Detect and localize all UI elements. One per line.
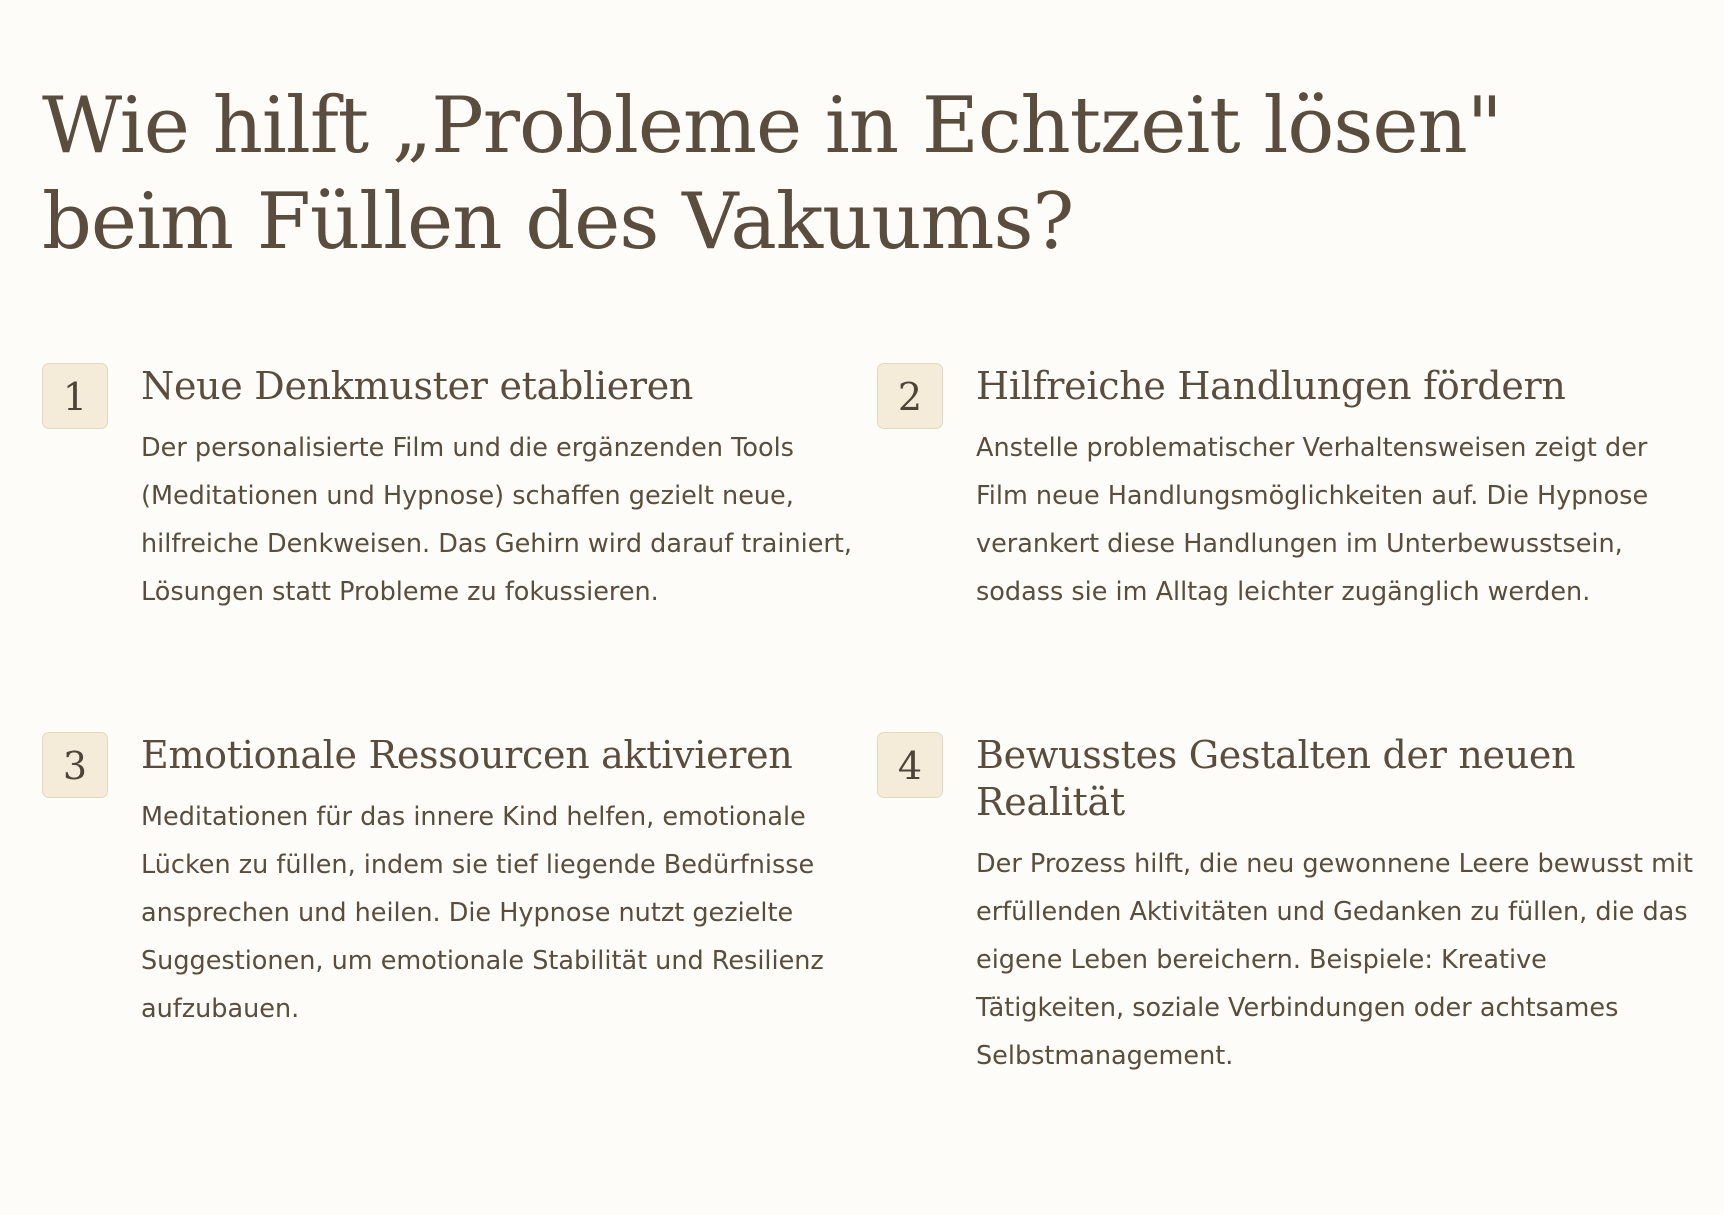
benefit-description: Anstelle problematischer Verhaltensweisen zeigt der Film neue Handlungsmöglichkeiten auf. Die Hypnose verankert diese Handlungen im Unterbewusstsein, sodass sie im Alltag leichter zugänglich werden. [976,433,1649,607]
benefit-title: Bewusstes Gestalten der neuen Realität [976,733,1576,824]
benefit-content [976,732,1696,1080]
benefit-content [976,363,1696,616]
benefit-description: Der Prozess hilft, die neu gewonnene Leere bewusst mit erfüllenden Aktivitäten und Gedanken zu füllen, die das eigene Leben bereichern. Beispiele: Kreative Tätigkeiten, soziale Verbindungen oder achtsames Selbstmanagement. [976,849,1694,1071]
benefit-content [141,732,861,1033]
benefit-title: Neue Denkmuster etablieren [141,364,694,408]
step-number-badge: 2 [877,363,943,429]
step-number-badge: 1 [42,363,108,429]
benefit-title: Hilfreiche Handlungen fördern [976,364,1566,408]
benefit-description: Der personalisierte Film und die ergänzenden Tools (Meditationen und Hypnose) schaffen gezielt neue, hilfreiche Denkweisen. Das Gehirn wird darauf trainiert, Lösungen statt Probleme zu fokussieren. [141,433,853,607]
step-number-badge: 4 [877,732,943,798]
benefit-description: Meditationen für das innere Kind helfen, emotionale Lücken zu füllen, indem sie tief liegende Bedürfnisse ansprechen und heilen. Die Hypnose nutzt gezielte Suggestionen, um emotionale Stabilität und Resilienz aufzubauen. [141,802,824,1024]
benefit-title: Emotionale Ressourcen aktivieren [141,733,793,777]
step-number-badge: 3 [42,732,108,798]
page-title: Wie hilft „Probleme in Echtzeit lösen" beim Füllen des Vakuums? [42,81,1502,267]
benefit-content [141,363,861,616]
